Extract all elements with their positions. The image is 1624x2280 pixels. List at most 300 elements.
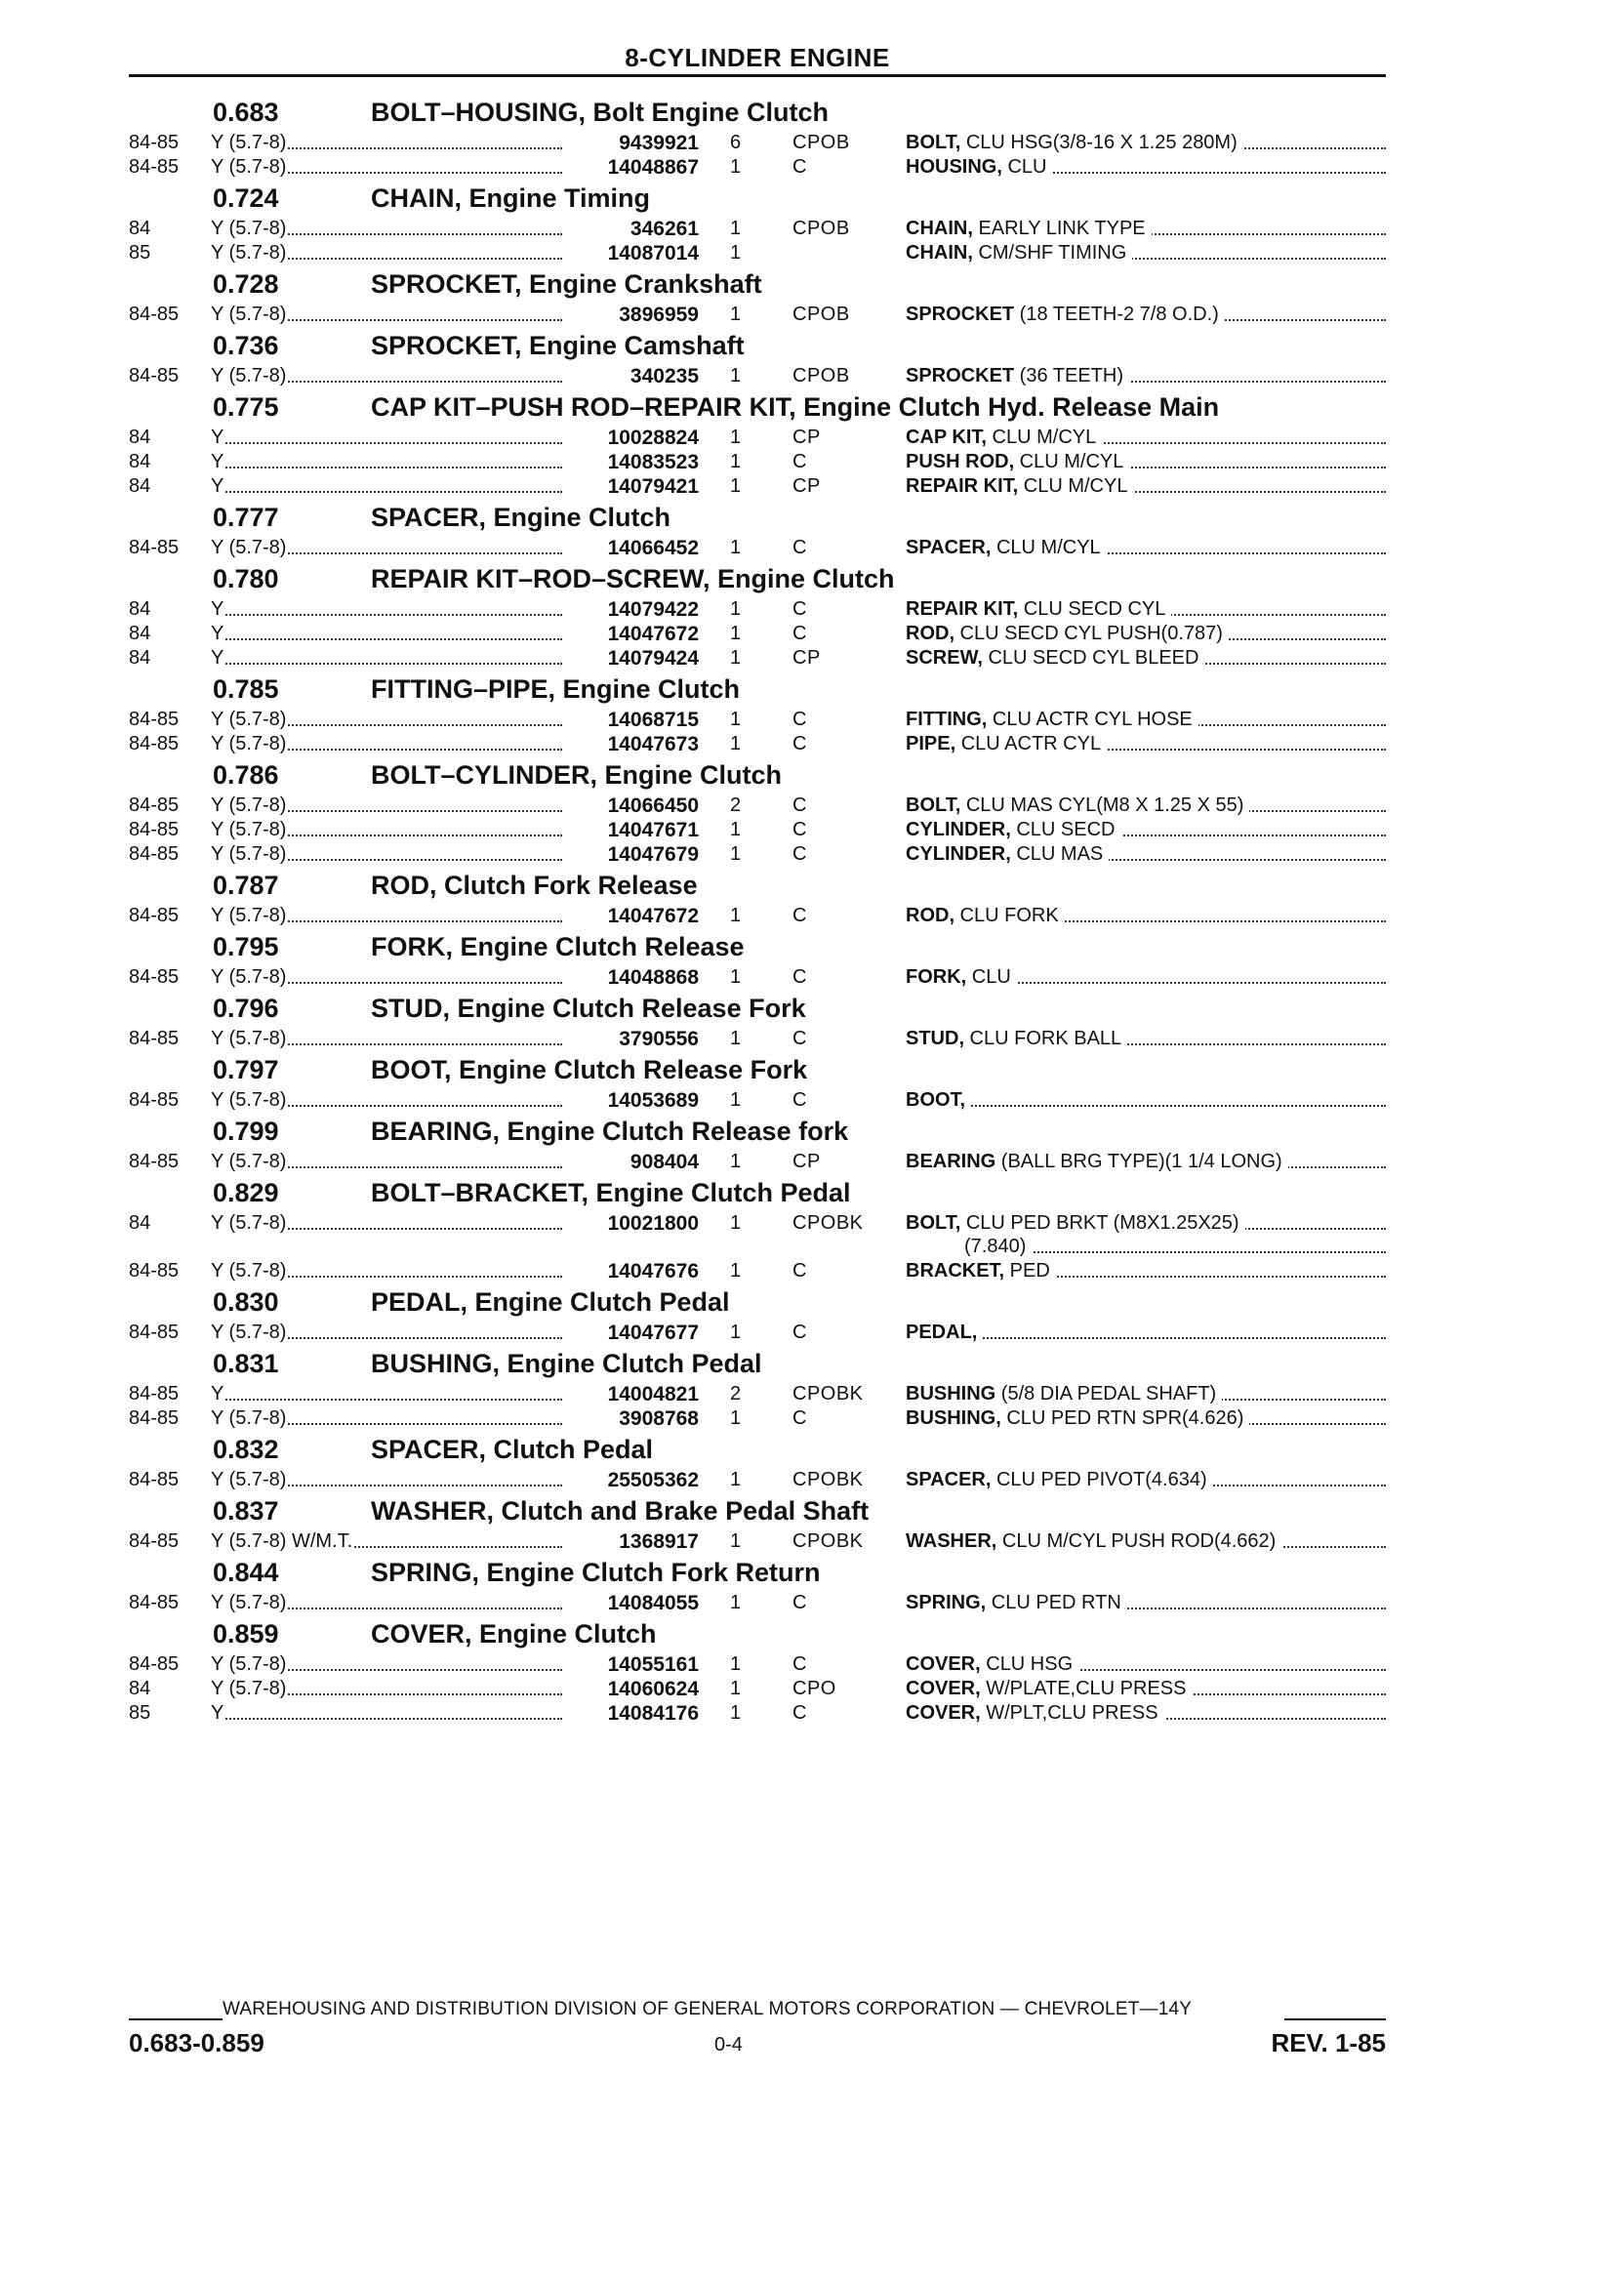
model-year: 84-85: [129, 966, 180, 988]
description: [906, 156, 1052, 178]
section-number: 0.777: [213, 503, 279, 532]
model-cell: [211, 905, 562, 927]
description-cell: [906, 1530, 1386, 1553]
parts-section: [0, 671, 1624, 756]
usage-codes: C: [792, 1653, 807, 1675]
section-title: CHAIN, Engine Timing: [371, 183, 651, 213]
description-cell: [906, 1469, 1386, 1491]
model-cell: [211, 242, 562, 265]
quantity: 2: [730, 794, 742, 816]
usage-codes: C: [792, 905, 807, 926]
model-year: 84: [129, 1212, 151, 1234]
usage-codes: CPOB: [792, 365, 850, 387]
part-number: 10021800: [607, 1212, 699, 1235]
usage-codes: C: [792, 1322, 807, 1343]
part-row: [0, 474, 1624, 499]
description-noun: CYLINDER,: [906, 843, 1011, 865]
description-detail: CM/SHF TIMING: [972, 242, 1127, 264]
model-code: Y (5.7-8): [211, 1653, 287, 1675]
part-number: 14047672: [607, 623, 699, 645]
model-code: Y (5.7-8): [211, 1151, 287, 1172]
part-row: [0, 1468, 1624, 1492]
parts-section: [0, 990, 1624, 1051]
description: [906, 1151, 1288, 1172]
model-year: 84-85: [129, 1151, 180, 1172]
model-cell: [211, 1469, 562, 1491]
description: [906, 1212, 1245, 1234]
section-title: BOLT–CYLINDER, Engine Clutch: [371, 760, 783, 790]
model-code: Y: [211, 598, 224, 620]
description-cell: [906, 966, 1386, 989]
quantity: 1: [730, 304, 742, 325]
description-noun: ROD,: [906, 905, 954, 926]
model-code: Y (5.7-8): [211, 733, 287, 754]
model-code: Y (5.7-8): [211, 1212, 287, 1234]
part-row: [0, 597, 1624, 622]
description-noun: BOLT,: [906, 794, 961, 816]
description-detail: W/PLATE,CLU PRESS: [980, 1678, 1187, 1699]
usage-codes: C: [792, 843, 807, 865]
parts-section: [0, 265, 1624, 327]
description: [906, 132, 1243, 153]
description-detail: CLU: [1001, 156, 1047, 178]
section-heading: [0, 180, 1624, 217]
description-cell: [906, 623, 1386, 645]
model-code: Y (5.7-8): [211, 1592, 287, 1613]
model-code: Y (5.7-8): [211, 1469, 287, 1490]
description-cell: [906, 1407, 1386, 1430]
model-year: 84-85: [129, 304, 180, 325]
model-year: 84: [129, 647, 151, 669]
quantity: 1: [730, 1407, 742, 1429]
description-noun: BRACKET,: [906, 1260, 1005, 1282]
part-row: [0, 1529, 1624, 1554]
description-cell: [906, 475, 1386, 498]
model-cell: [211, 1530, 562, 1553]
description-noun: CAP KIT,: [906, 427, 987, 448]
model-code: Y (5.7-8): [211, 1407, 287, 1429]
section-title: SPACER, Clutch Pedal: [371, 1435, 654, 1464]
part-row: [0, 1677, 1624, 1701]
usage-codes: CP: [792, 427, 821, 448]
model-cell: [211, 794, 562, 817]
description: [906, 843, 1109, 865]
description: [906, 1028, 1127, 1049]
part-number: 908404: [629, 1151, 699, 1173]
model-year: 84-85: [129, 156, 180, 178]
section-title: BOLT–HOUSING, Bolt Engine Clutch: [371, 98, 829, 127]
description-detail: (18 TEETH-2 7/8 O.D.): [1014, 304, 1219, 325]
section-heading: [0, 388, 1624, 426]
part-row: [0, 241, 1624, 265]
part-row: [0, 450, 1624, 474]
header-rule: [129, 74, 1386, 77]
section-title: BUSHING, Engine Clutch Pedal: [371, 1349, 762, 1378]
page-title: 8-CYLINDER ENGINE: [625, 43, 890, 72]
description-detail: CLU SECD CYL BLEED: [982, 647, 1199, 669]
quantity: 1: [730, 1151, 742, 1172]
description: [906, 1653, 1078, 1675]
quantity: 1: [730, 623, 742, 644]
usage-codes: C: [792, 1407, 807, 1429]
model-cell: [211, 537, 562, 559]
description-noun: REPAIR KIT,: [906, 598, 1019, 620]
description-cell: [906, 242, 1386, 265]
model-year: 84: [129, 623, 151, 644]
description-noun: PEDAL,: [906, 1322, 978, 1343]
model-year: 84-85: [129, 1260, 180, 1282]
description-noun: HOUSING,: [906, 156, 1002, 178]
quantity: 1: [730, 427, 742, 448]
section-title: SPROCKET, Engine Camshaft: [371, 331, 745, 360]
leader-dots: [211, 638, 562, 640]
model-year: 84: [129, 451, 151, 472]
description: [906, 242, 1132, 264]
model-year: 84-85: [129, 843, 180, 865]
description: [906, 475, 1133, 497]
description: [906, 451, 1129, 472]
model-code: Y (5.7-8): [211, 966, 287, 988]
description-detail: (BALL BRG TYPE)(1 1/4 LONG): [995, 1151, 1282, 1172]
quantity: 1: [730, 242, 742, 264]
model-cell: [211, 1322, 562, 1344]
quantity: 1: [730, 1212, 742, 1234]
model-year: 84-85: [129, 794, 180, 816]
quantity: 1: [730, 598, 742, 620]
part-number: 3790556: [619, 1028, 699, 1050]
quantity: 2: [730, 1383, 742, 1405]
description-continuation-row: [0, 1236, 1624, 1259]
model-cell: [211, 1028, 562, 1050]
description-continuation: (7.840): [964, 1236, 1032, 1257]
description: [906, 1383, 1222, 1405]
section-title: FITTING–PIPE, Engine Clutch: [371, 674, 741, 704]
model-cell: [211, 427, 562, 449]
description-detail: CLU M/CYL: [1018, 475, 1128, 497]
section-heading: [0, 1113, 1624, 1150]
quantity: 1: [730, 709, 742, 730]
description-cell: [906, 647, 1386, 670]
parts-section: [0, 1174, 1624, 1283]
description: [906, 1592, 1127, 1613]
part-number: 14055161: [607, 1653, 699, 1676]
parts-section: [0, 1051, 1624, 1113]
description: [906, 1469, 1213, 1490]
description-detail: CLU FORK: [954, 905, 1059, 926]
description: [906, 427, 1102, 448]
part-number: 340235: [629, 365, 699, 387]
leader-dots: [211, 442, 562, 444]
description-noun: WASHER,: [906, 1530, 997, 1552]
section-title: BEARING, Engine Clutch Release fork: [371, 1117, 849, 1146]
section-title: SPROCKET, Engine Crankshaft: [371, 269, 762, 299]
model-cell: [211, 733, 562, 755]
quantity: 1: [730, 1530, 742, 1552]
part-row: [0, 732, 1624, 756]
section-heading: [0, 1283, 1624, 1321]
quantity: 1: [730, 475, 742, 497]
model-year: 84-85: [129, 1089, 180, 1111]
section-heading: [0, 1554, 1624, 1591]
usage-codes: C: [792, 156, 807, 178]
section-heading: [0, 265, 1624, 303]
section-heading: [0, 499, 1624, 536]
description-noun: SPACER,: [906, 1469, 992, 1490]
section-number: 0.775: [213, 392, 279, 422]
section-heading: [0, 756, 1624, 794]
footer-rule-right: [1284, 2018, 1386, 2020]
part-row: [0, 1652, 1624, 1677]
description-noun: SPROCKET: [906, 365, 1015, 387]
description-cell: [906, 1592, 1386, 1614]
section-heading: [0, 1174, 1624, 1211]
description-cell: [906, 218, 1386, 240]
section-number: 0.799: [213, 1117, 279, 1146]
description-detail: CLU SECD CYL: [1018, 598, 1166, 620]
model-cell: [211, 843, 562, 866]
description: [906, 794, 1249, 816]
model-cell: [211, 709, 562, 731]
quantity: 1: [730, 156, 742, 178]
description-cell: [906, 819, 1386, 841]
quantity: 6: [730, 132, 742, 153]
part-row: [0, 364, 1624, 388]
description-noun: SPRING,: [906, 1592, 987, 1613]
section-number: 0.796: [213, 994, 279, 1023]
model-code: Y (5.7-8): [211, 156, 287, 178]
description-cell: [906, 156, 1386, 179]
quantity: 1: [730, 1089, 742, 1111]
part-row: [0, 1382, 1624, 1406]
description-detail: CLU ACTR CYL: [955, 733, 1102, 754]
section-number: 0.728: [213, 269, 279, 299]
section-number: 0.832: [213, 1435, 279, 1464]
model-year: 84-85: [129, 1383, 180, 1405]
usage-codes: C: [792, 733, 807, 754]
section-title: BOOT, Engine Clutch Release Fork: [371, 1055, 808, 1084]
description-detail: CLU PED BRKT (M8X1.25X25): [960, 1212, 1239, 1234]
quantity: 1: [730, 537, 742, 558]
section-title: COVER, Engine Clutch: [371, 1619, 657, 1649]
part-number: 14079421: [607, 475, 699, 498]
usage-codes: C: [792, 709, 807, 730]
leader-dots: [211, 1718, 562, 1720]
part-number: 14047672: [607, 905, 699, 927]
model-code: Y (5.7-8) W/M.T.: [211, 1530, 353, 1552]
description-noun: PIPE,: [906, 733, 956, 754]
parts-section: [0, 560, 1624, 671]
part-number: 14083523: [607, 451, 699, 473]
leader-dots: [211, 467, 562, 468]
model-code: Y: [211, 451, 224, 472]
usage-codes: CPOBK: [792, 1212, 864, 1234]
leader-dots: [211, 491, 562, 493]
leader-dots: [211, 663, 562, 665]
model-code: Y (5.7-8): [211, 1260, 287, 1282]
description-detail: CLU PED RTN: [986, 1592, 1121, 1613]
description-cell: [906, 794, 1386, 817]
quantity: 1: [730, 1653, 742, 1675]
model-year: 84-85: [129, 1322, 180, 1343]
section-title: CAP KIT–PUSH ROD–REPAIR KIT, Engine Clutch Hyd. Release Main: [371, 392, 1220, 422]
section-title: SPACER, Engine Clutch: [371, 503, 671, 532]
usage-codes: C: [792, 1260, 807, 1282]
quantity: 1: [730, 647, 742, 669]
description-noun: CHAIN,: [906, 242, 973, 264]
part-row: [0, 217, 1624, 241]
model-code: Y: [211, 475, 224, 497]
model-year: 84-85: [129, 1469, 180, 1490]
usage-codes: C: [792, 1028, 807, 1049]
part-number: 14066452: [607, 537, 699, 559]
description: [906, 365, 1129, 387]
description-noun: CHAIN,: [906, 218, 973, 239]
section-heading: [0, 1615, 1624, 1652]
section-heading: [0, 1051, 1624, 1088]
usage-codes: C: [792, 1592, 807, 1613]
part-row: [0, 622, 1624, 646]
usage-codes: C: [792, 966, 807, 988]
usage-codes: CP: [792, 647, 821, 669]
part-number: 14084176: [607, 1702, 699, 1725]
description-noun: PUSH ROD,: [906, 451, 1015, 472]
description: [906, 304, 1225, 325]
model-cell: [211, 365, 562, 387]
quantity: 1: [730, 451, 742, 472]
description-noun: FITTING,: [906, 709, 988, 730]
part-row: [0, 1591, 1624, 1615]
model-code: Y (5.7-8): [211, 1678, 287, 1699]
quantity: 1: [730, 733, 742, 754]
quantity: 1: [730, 819, 742, 840]
part-number: 14079422: [607, 598, 699, 621]
parts-section: [0, 1554, 1624, 1615]
section-title: REPAIR KIT–ROD–SCREW, Engine Clutch: [371, 564, 895, 593]
description-detail: W/PLT,CLU PRESS: [980, 1702, 1158, 1724]
description: [906, 966, 1017, 988]
description-detail: CLU PED PIVOT(4.634): [991, 1469, 1207, 1490]
description-cell: [906, 1212, 1386, 1235]
model-code: Y (5.7-8): [211, 1028, 287, 1049]
description-detail: EARLY LINK TYPE: [972, 218, 1146, 239]
usage-codes: CPOBK: [792, 1530, 864, 1552]
model-code: Y: [211, 623, 224, 644]
section-heading: [0, 327, 1624, 364]
description-noun: BOLT,: [906, 1212, 961, 1234]
section-number: 0.787: [213, 871, 279, 900]
model-cell: [211, 1678, 562, 1700]
quantity: 1: [730, 218, 742, 239]
quantity: 1: [730, 843, 742, 865]
section-title: BOLT–BRACKET, Engine Clutch Pedal: [371, 1178, 851, 1207]
section-heading: [0, 867, 1624, 904]
description-detail: CLU SECD: [1010, 819, 1116, 840]
description-cell: [906, 132, 1386, 154]
part-number: 9439921: [619, 132, 699, 154]
model-code: Y (5.7-8): [211, 218, 287, 239]
model-cell: [211, 647, 562, 670]
model-code: Y (5.7-8): [211, 843, 287, 865]
description-detail: CLU HSG: [980, 1653, 1074, 1675]
description-cell: [906, 1383, 1386, 1405]
description-noun: BUSHING: [906, 1383, 996, 1405]
model-year: 84: [129, 427, 151, 448]
quantity: 1: [730, 1702, 742, 1724]
part-row: [0, 1406, 1624, 1431]
model-code: Y (5.7-8): [211, 304, 287, 325]
part-row: [0, 904, 1624, 928]
model-cell: [211, 1702, 562, 1725]
parts-section: [0, 180, 1624, 265]
quantity: 1: [730, 1469, 742, 1490]
description: [906, 905, 1065, 926]
model-year: 84-85: [129, 132, 180, 153]
model-code: Y (5.7-8): [211, 709, 287, 730]
description: [906, 647, 1204, 669]
section-number: 0.829: [213, 1178, 279, 1207]
usage-codes: C: [792, 598, 807, 620]
footer-division-text: WAREHOUSING AND DISTRIBUTION DIVISION OF GENERAL MOTORS CORPORATION — CHEVROLET—14Y: [223, 1999, 1193, 2019]
part-number: 14084055: [607, 1592, 699, 1614]
section-title: STUD, Engine Clutch Release Fork: [371, 994, 806, 1023]
section-heading: [0, 1431, 1624, 1468]
parts-section: [0, 867, 1624, 928]
description-noun: REPAIR KIT,: [906, 475, 1019, 497]
part-number: 14053689: [607, 1089, 699, 1112]
model-code: Y (5.7-8): [211, 242, 287, 264]
description-noun: BOLT,: [906, 132, 961, 153]
description-detail: CLU M/CYL: [1014, 451, 1124, 472]
description-detail: CLU ACTR CYL HOSE: [987, 709, 1193, 730]
leader-dots: [906, 1105, 1386, 1107]
parts-section: [0, 327, 1624, 388]
section-number: 0.844: [213, 1558, 279, 1587]
model-year: 84: [129, 475, 151, 497]
section-number: 0.785: [213, 674, 279, 704]
parts-section: [0, 1283, 1624, 1345]
part-number: 14048867: [607, 156, 699, 179]
model-cell: [211, 1089, 562, 1112]
model-code: Y: [211, 1383, 224, 1405]
parts-section: [0, 756, 1624, 867]
leader-dots: [211, 614, 562, 616]
part-number: 14047676: [607, 1260, 699, 1282]
description: [906, 1322, 983, 1343]
usage-codes: C: [792, 794, 807, 816]
model-year: 85: [129, 1702, 151, 1724]
part-number: 14048868: [607, 966, 699, 989]
model-code: Y (5.7-8): [211, 537, 287, 558]
part-row: [0, 818, 1624, 842]
part-row: [0, 426, 1624, 450]
description-cell: [964, 1236, 1386, 1258]
part-number: 14060624: [607, 1678, 699, 1700]
description-cell: [906, 843, 1386, 866]
section-number: 0.859: [213, 1619, 279, 1649]
description-cell: [906, 1151, 1386, 1173]
description-detail: CLU MAS: [1010, 843, 1104, 865]
quantity: 1: [730, 1592, 742, 1613]
part-row: [0, 708, 1624, 732]
model-year: 84-85: [129, 1592, 180, 1613]
model-cell: [211, 819, 562, 841]
model-cell: [211, 623, 562, 645]
usage-codes: C: [792, 623, 807, 644]
quantity: 1: [730, 966, 742, 988]
section-number: 0.795: [213, 932, 279, 961]
description-noun: SCREW,: [906, 647, 983, 669]
part-row: [0, 1259, 1624, 1283]
